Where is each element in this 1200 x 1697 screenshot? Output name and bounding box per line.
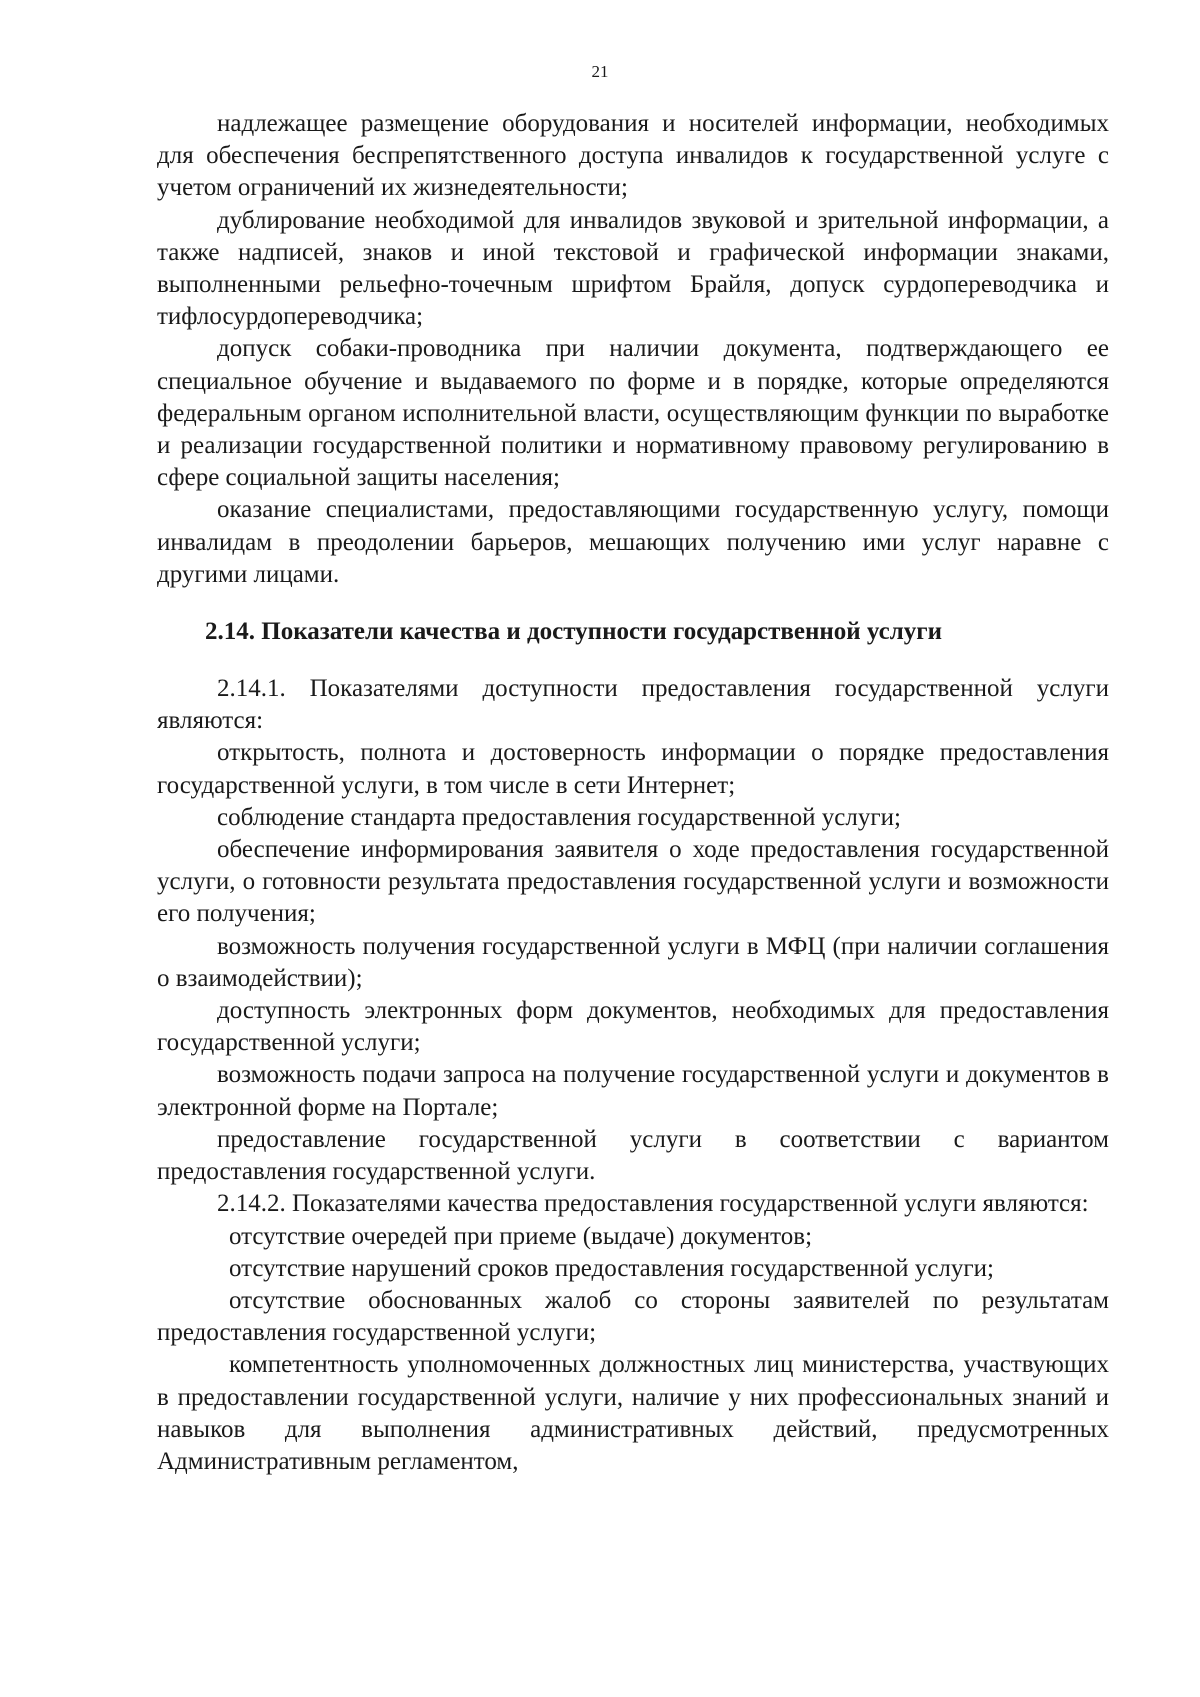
document-body [157, 108, 1109, 1478]
paragraph-standard-compliance: соблюдение стандарта предоставления государственной услуги; [217, 803, 901, 831]
section-heading: 2.14. Показатели качества и доступности государственной услуги [205, 618, 943, 646]
paragraph-electronic-forms: доступность электронных форм документов, необходимых для предоставления государственной услуги; [157, 997, 1109, 1057]
paragraph-informing-applicant: обеспечение информирования заявителя о ходе предоставления государственной услуги, о готовности результата предоставления государственной услуги и возможности его получения; [157, 836, 1109, 928]
paragraph-specialist-assistance: оказание специалистами, предоставляющими государственную услугу, помощи инвалидам в преодолении барьеров, мешающих получению ими услуг наравне с другими лицами. [157, 496, 1109, 588]
paragraph-competence: компетентность уполномоченных должностных лиц министерства, участвующих в предоставлении государственной услуги, наличие у них профессиональных знаний и навыков для выполнения административных действий, предусмотренных Административным регламентом, [157, 1351, 1109, 1475]
paragraph-2-14-1-intro: 2.14.1. Показателями доступности предоставления государственной услуги являются: [157, 675, 1109, 735]
paragraph-no-deadline-violations: отсутствие нарушений сроков предоставления государственной услуги; [229, 1254, 994, 1282]
paragraph-guide-dog: допуск собаки-проводника при наличии документа, подтверждающего ее специальное обучение и выдаваемого по форме и в порядке, которые определяются федеральным органом исполнительной власти, осуществляющим функции по выработке и реализации государственной политики и нормативному правовому регулированию в сфере социальной защиты населения; [157, 335, 1109, 492]
paragraph-mfc-possibility: возможность получения государственной услуги в МФЦ (при наличии соглашения о взаимодействии); [157, 932, 1109, 992]
paragraph-openness: открытость, полнота и достоверность информации о порядке предоставления государственной услуги, в том числе в сети Интернет; [157, 739, 1109, 799]
paragraph-no-complaints: отсутствие обоснованных жалоб со стороны заявителей по результатам предоставления государственной услуги; [157, 1286, 1109, 1347]
page-number: 21 [591, 62, 609, 81]
paragraph-no-queues: отсутствие очередей при приеме (выдаче) документов; [229, 1222, 813, 1250]
paragraph-portal-request: возможность подачи запроса на получение государственной услуги и документов в электронной форме на Портале; [157, 1061, 1109, 1121]
paragraph-service-variant: предоставление государственной услуги в соответствии с вариантом предоставления государственной услуги. [157, 1125, 1109, 1186]
paragraph-equipment-placement: надлежащее размещение оборудования и носителей информации, необходимых для обеспечения беспрепятственного доступа инвалидов к государственной услуге с учетом ограничений их жизнедеятельности; [157, 110, 1109, 202]
paragraph-2-14-2-intro: 2.14.2. Показателями качества предоставления государственной услуги являются: [217, 1190, 1089, 1218]
paragraph-duplication-info: дублирование необходимой для инвалидов звуковой и зрительной информации, а также надписей, знаков и иной текстовой и графической информации знаками, выполненными рельефно-точечным шрифтом Брайля, допуск сурдопереводчика и тифлосурдопереводчика; [157, 206, 1109, 331]
